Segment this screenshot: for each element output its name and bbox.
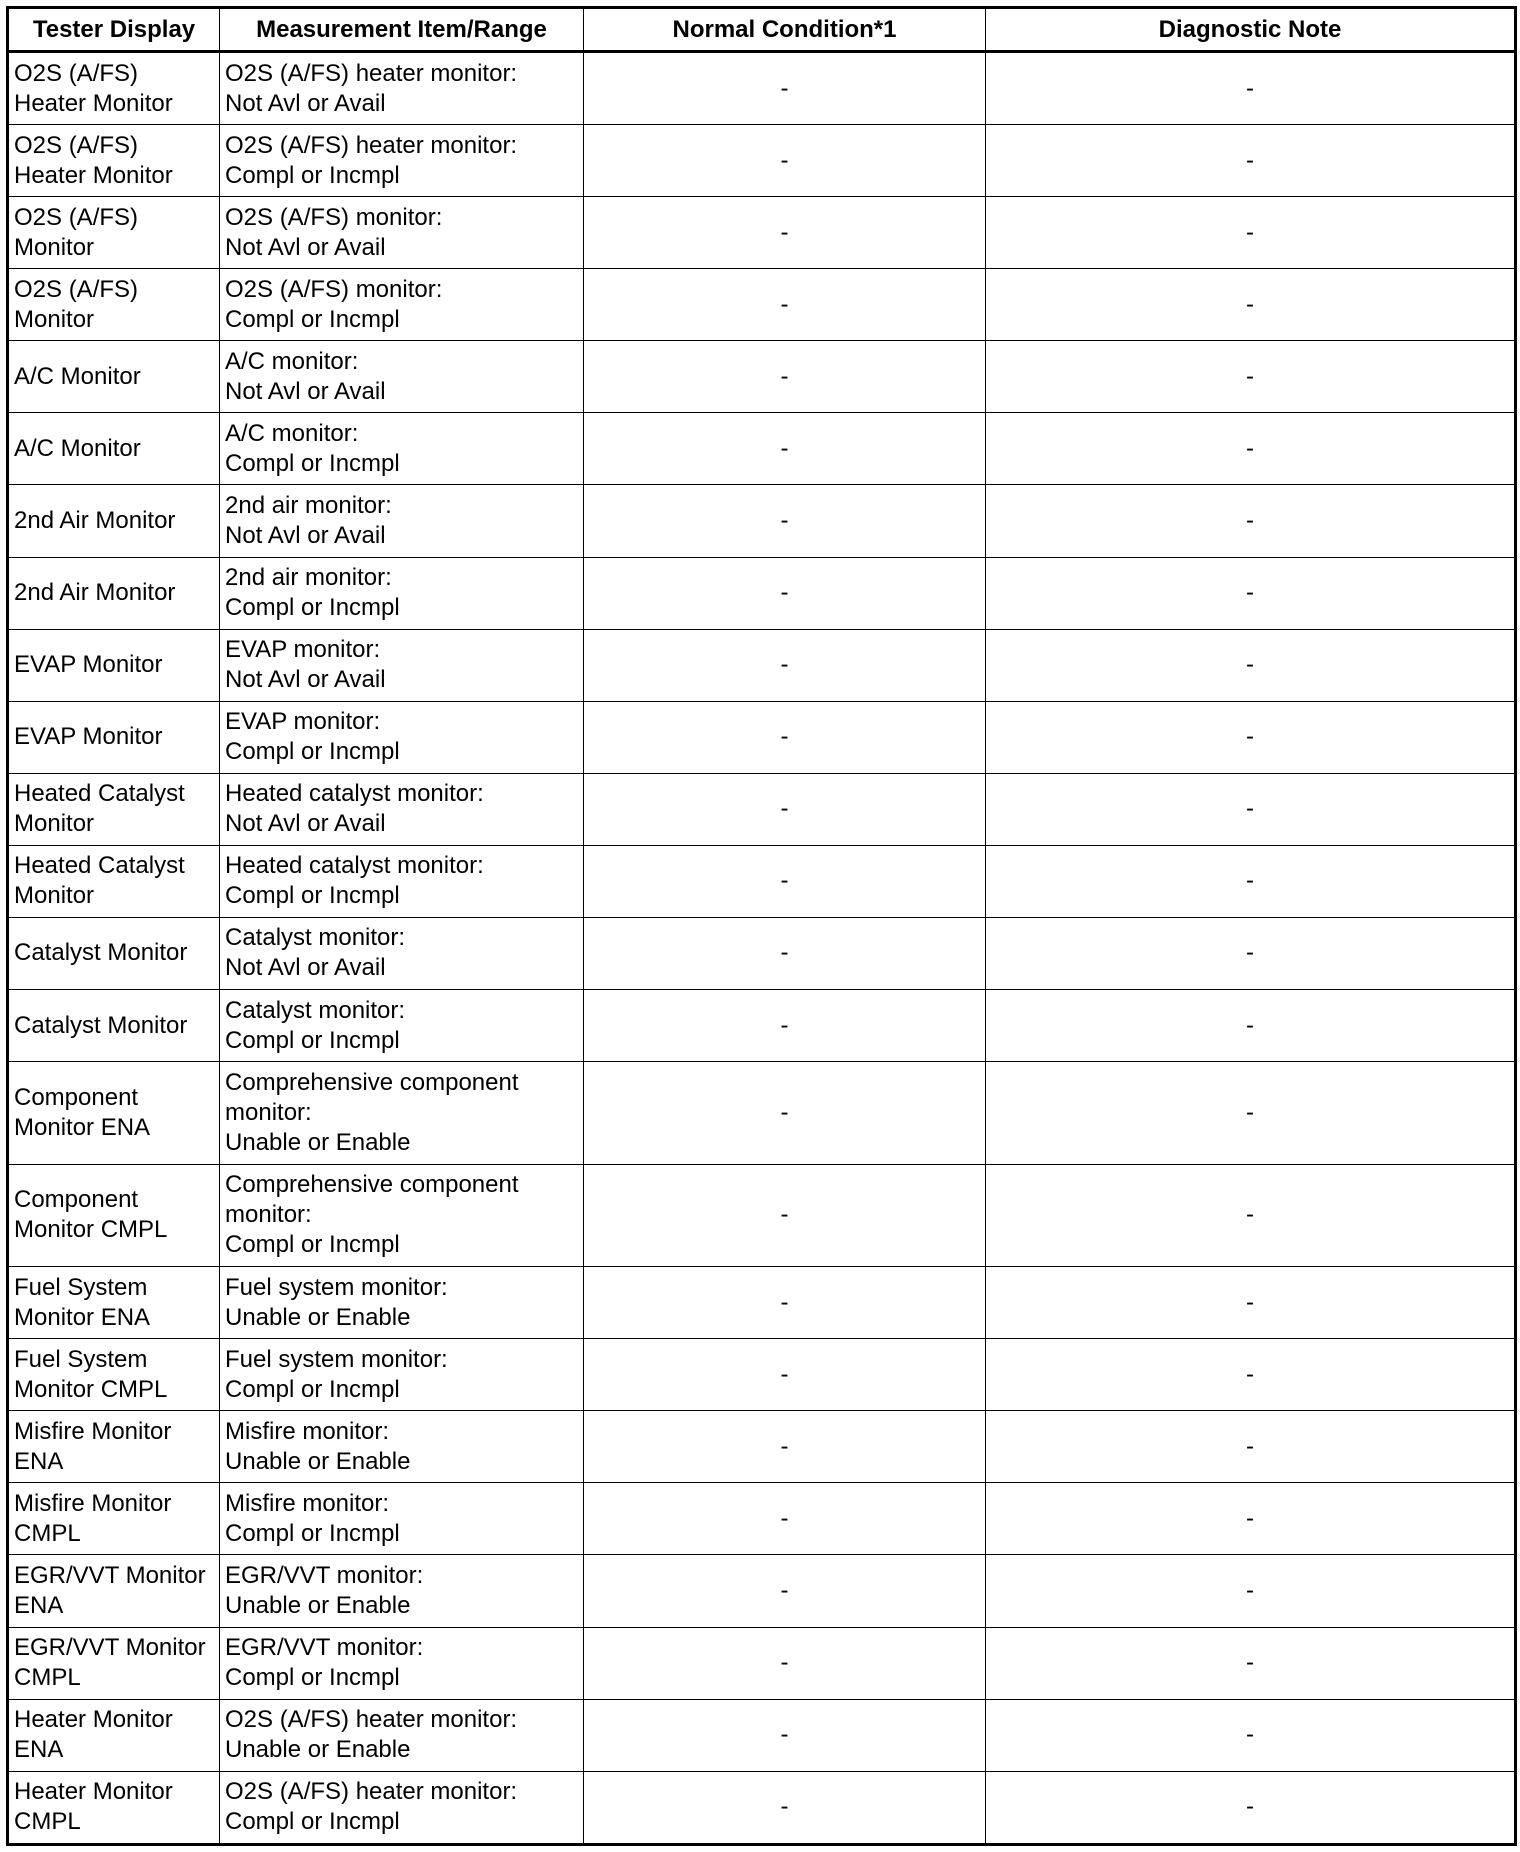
normal-condition-cell: -: [584, 1483, 986, 1555]
tester-display-cell: Fuel System Monitor ENA: [8, 1267, 220, 1339]
diagnostic-note-cell: -: [986, 197, 1516, 269]
tester-display-cell: 2nd Air Monitor: [8, 557, 220, 629]
table-row: [8, 1483, 1516, 1555]
normal-condition-cell: -: [584, 845, 986, 917]
diagnostic-note-cell: -: [986, 1339, 1516, 1411]
diagnostic-note-cell: -: [986, 629, 1516, 701]
tester-display-cell: EVAP Monitor: [8, 629, 220, 701]
table-row: [8, 1062, 1516, 1165]
table-row: [8, 197, 1516, 269]
table-row: [8, 1699, 1516, 1771]
normal-condition-cell: -: [584, 341, 986, 413]
table-row: [8, 557, 1516, 629]
table-row: [8, 341, 1516, 413]
normal-condition-cell: -: [584, 1267, 986, 1339]
measurement-item-cell: EGR/VVT monitor: Compl or Incmpl: [220, 1627, 584, 1699]
tester-display-cell: Catalyst Monitor: [8, 917, 220, 989]
normal-condition-cell: -: [584, 1699, 986, 1771]
tester-display-cell: Component Monitor ENA: [8, 1062, 220, 1165]
diagnostic-note-cell: -: [986, 1411, 1516, 1483]
tester-display-cell: A/C Monitor: [8, 413, 220, 485]
diagnostic-note-cell: -: [986, 413, 1516, 485]
table-row: [8, 485, 1516, 557]
measurement-item-cell: Catalyst monitor: Not Avl or Avail: [220, 917, 584, 989]
measurement-item-cell: Fuel system monitor: Unable or Enable: [220, 1267, 584, 1339]
data-list-table: [6, 6, 1517, 1846]
measurement-item-cell: Heated catalyst monitor: Not Avl or Avail: [220, 773, 584, 845]
diagnostic-note-cell: -: [986, 701, 1516, 773]
table-row: [8, 1411, 1516, 1483]
table-row: [8, 845, 1516, 917]
measurement-item-cell: O2S (A/FS) heater monitor: Compl or Incmpl: [220, 1771, 584, 1844]
normal-condition-cell: -: [584, 125, 986, 197]
diagnostic-note-cell: -: [986, 1771, 1516, 1844]
normal-condition-cell: -: [584, 629, 986, 701]
normal-condition-cell: -: [584, 485, 986, 557]
diagnostic-note-cell: -: [986, 1164, 1516, 1267]
table-row: [8, 52, 1516, 125]
table-row: [8, 917, 1516, 989]
measurement-item-cell: O2S (A/FS) monitor: Compl or Incmpl: [220, 269, 584, 341]
header-measurement-item: Measurement Item/Range: [220, 8, 584, 52]
tester-display-cell: Heated Catalyst Monitor: [8, 845, 220, 917]
table-row: [8, 1339, 1516, 1411]
measurement-item-cell: Heated catalyst monitor: Compl or Incmpl: [220, 845, 584, 917]
diagnostic-note-cell: -: [986, 1555, 1516, 1627]
header-tester-display: Tester Display: [8, 8, 220, 52]
diagnostic-note-cell: -: [986, 557, 1516, 629]
normal-condition-cell: -: [584, 1771, 986, 1844]
tester-display-cell: O2S (A/FS) Heater Monitor: [8, 52, 220, 125]
table-row: [8, 1771, 1516, 1844]
normal-condition-cell: -: [584, 1062, 986, 1165]
normal-condition-cell: -: [584, 557, 986, 629]
tester-display-cell: O2S (A/FS) Monitor: [8, 197, 220, 269]
measurement-item-cell: Misfire monitor: Compl or Incmpl: [220, 1483, 584, 1555]
measurement-item-cell: Fuel system monitor: Compl or Incmpl: [220, 1339, 584, 1411]
table-row: [8, 1627, 1516, 1699]
measurement-item-cell: A/C monitor: Not Avl or Avail: [220, 341, 584, 413]
normal-condition-cell: -: [584, 1411, 986, 1483]
diagnostic-note-cell: -: [986, 1627, 1516, 1699]
tester-display-cell: Fuel System Monitor CMPL: [8, 1339, 220, 1411]
diagnostic-note-cell: -: [986, 1062, 1516, 1165]
measurement-item-cell: O2S (A/FS) monitor: Not Avl or Avail: [220, 197, 584, 269]
normal-condition-cell: -: [584, 413, 986, 485]
measurement-item-cell: O2S (A/FS) heater monitor: Not Avl or Avail: [220, 52, 584, 125]
tester-display-cell: Heater Monitor CMPL: [8, 1771, 220, 1844]
measurement-item-cell: O2S (A/FS) heater monitor: Unable or Enable: [220, 1699, 584, 1771]
diagnostic-note-cell: -: [986, 269, 1516, 341]
tester-display-cell: O2S (A/FS) Heater Monitor: [8, 125, 220, 197]
measurement-item-cell: Misfire monitor: Unable or Enable: [220, 1411, 584, 1483]
table-row: [8, 773, 1516, 845]
diagnostic-note-cell: -: [986, 990, 1516, 1062]
tester-display-cell: O2S (A/FS) Monitor: [8, 269, 220, 341]
header-diagnostic-note: Diagnostic Note: [986, 8, 1516, 52]
normal-condition-cell: -: [584, 990, 986, 1062]
diagnostic-note-cell: -: [986, 917, 1516, 989]
diagnostic-note-cell: -: [986, 341, 1516, 413]
tester-display-cell: Catalyst Monitor: [8, 990, 220, 1062]
measurement-item-cell: A/C monitor: Compl or Incmpl: [220, 413, 584, 485]
diagnostic-note-cell: -: [986, 773, 1516, 845]
table-row: [8, 125, 1516, 197]
measurement-item-cell: O2S (A/FS) heater monitor: Compl or Incmpl: [220, 125, 584, 197]
tester-display-cell: Misfire Monitor ENA: [8, 1411, 220, 1483]
tester-display-cell: A/C Monitor: [8, 341, 220, 413]
diagnostic-note-cell: -: [986, 1483, 1516, 1555]
normal-condition-cell: -: [584, 197, 986, 269]
normal-condition-cell: -: [584, 1339, 986, 1411]
diagnostic-note-cell: -: [986, 125, 1516, 197]
tester-display-cell: EVAP Monitor: [8, 701, 220, 773]
tester-display-cell: 2nd Air Monitor: [8, 485, 220, 557]
measurement-item-cell: EVAP monitor: Compl or Incmpl: [220, 701, 584, 773]
table-row: [8, 1267, 1516, 1339]
table-row: [8, 629, 1516, 701]
tester-display-cell: Heater Monitor ENA: [8, 1699, 220, 1771]
data-list-table-container: [6, 6, 1514, 1846]
diagnostic-note-cell: -: [986, 485, 1516, 557]
measurement-item-cell: 2nd air monitor: Compl or Incmpl: [220, 557, 584, 629]
measurement-item-cell: Catalyst monitor: Compl or Incmpl: [220, 990, 584, 1062]
normal-condition-cell: -: [584, 269, 986, 341]
measurement-item-cell: 2nd air monitor: Not Avl or Avail: [220, 485, 584, 557]
tester-display-cell: Misfire Monitor CMPL: [8, 1483, 220, 1555]
table-row: [8, 1164, 1516, 1267]
normal-condition-cell: -: [584, 773, 986, 845]
tester-display-cell: Component Monitor CMPL: [8, 1164, 220, 1267]
measurement-item-cell: EVAP monitor: Not Avl or Avail: [220, 629, 584, 701]
tester-display-cell: EGR/VVT Monitor CMPL: [8, 1627, 220, 1699]
normal-condition-cell: -: [584, 52, 986, 125]
table-row: [8, 701, 1516, 773]
diagnostic-note-cell: -: [986, 1699, 1516, 1771]
diagnostic-note-cell: -: [986, 52, 1516, 125]
measurement-item-cell: Comprehensive component monitor: Compl or Incmpl: [220, 1164, 584, 1267]
table-row: [8, 269, 1516, 341]
tester-display-cell: Heated Catalyst Monitor: [8, 773, 220, 845]
diagnostic-note-cell: -: [986, 845, 1516, 917]
normal-condition-cell: -: [584, 1555, 986, 1627]
diagnostic-note-cell: -: [986, 1267, 1516, 1339]
table-row: [8, 413, 1516, 485]
normal-condition-cell: -: [584, 701, 986, 773]
normal-condition-cell: -: [584, 917, 986, 989]
normal-condition-cell: -: [584, 1627, 986, 1699]
normal-condition-cell: -: [584, 1164, 986, 1267]
table-row: [8, 990, 1516, 1062]
table-row: [8, 1555, 1516, 1627]
tester-display-cell: EGR/VVT Monitor ENA: [8, 1555, 220, 1627]
measurement-item-cell: EGR/VVT monitor: Unable or Enable: [220, 1555, 584, 1627]
measurement-item-cell: Comprehensive component monitor: Unable or Enable: [220, 1062, 584, 1165]
header-normal-condition: Normal Condition*1: [584, 8, 986, 52]
table-header-row: [8, 8, 1516, 52]
